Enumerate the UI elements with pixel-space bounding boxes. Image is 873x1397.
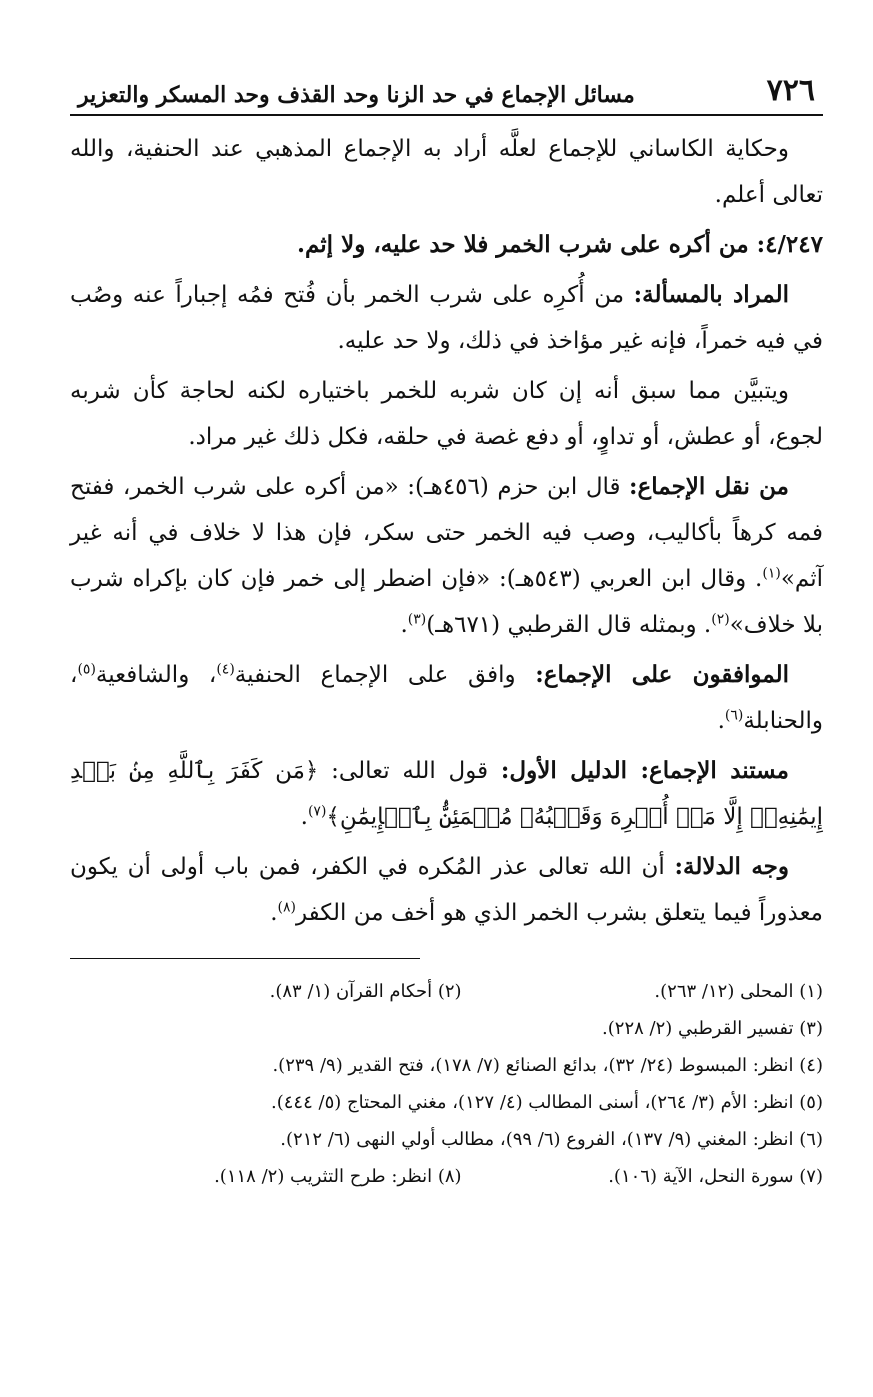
footnote-7: (٧) سورة النحل، الآية (١٠٦). bbox=[608, 1166, 823, 1187]
footnote-row-6 bbox=[70, 1121, 823, 1158]
agreeing-text-1: وافق على الإجماع الحنفية bbox=[234, 662, 536, 688]
paragraph-indication bbox=[70, 844, 823, 936]
indication-label: وجه الدلالة: bbox=[674, 853, 789, 880]
footnote-row-4 bbox=[70, 1047, 823, 1084]
footnote-row-3 bbox=[70, 1010, 823, 1047]
footnote-ref-6: (٦) bbox=[724, 707, 744, 724]
footnote-ref-2: (٢) bbox=[711, 611, 730, 628]
footnote-ref-3: (٣) bbox=[407, 611, 427, 628]
footnote-divider bbox=[70, 958, 420, 959]
footnote-8: (٨) انظر: طرح التثريب (٢/ ١١٨). bbox=[214, 1166, 462, 1187]
footnote-ref-4: (٤) bbox=[216, 661, 235, 678]
transmitters-text-3: . وبمثله قال القرطبي (٦٧١هـ) bbox=[426, 612, 712, 638]
footnote-row-1-2 bbox=[70, 973, 823, 1010]
evidence-text: قول الله تعالى: bbox=[318, 758, 501, 784]
quran-verse: ﴿مَن كَفَرَ بِٱللَّهِ مِنۢ بَعۡدِ إِيمَٰنِهِۦٓ إِلَّا مَنۡ أُكۡرِهَ وَقَلۡبُهُۥ مُطۡمَئِنُّۢ بِٱلۡإِيمَٰنِ﴾ bbox=[70, 758, 823, 830]
transmitters-text-1: قال ابن حزم (٤٥٦هـ): «من أكره على شرب الخمر، ففتح فمه كرهاً بأكاليب، وصب فيه الخمر حتى سكر، فإن هذا لا خلاف في أنه غير آثم» bbox=[70, 474, 823, 592]
meaning-text: من أُكرِه على شرب الخمر بأن فُتح فمُه إجباراً عنه وصُب في فيه خمراً، فإنه غير مؤاخذ في ذلك، ولا حد عليه. bbox=[70, 282, 823, 354]
transmitters-text-2: . وقال ابن العربي (٥٤٣هـ): «فإن اضطر إلى خمر فإن كان بإكراه شرب بلا خلاف» bbox=[70, 566, 823, 638]
page-number: ٧٢٦ bbox=[766, 73, 815, 108]
footnote-2: (٢) أحكام القرآن (١/ ٨٣). bbox=[269, 981, 462, 1002]
footnote-ref-8: (٨) bbox=[277, 899, 296, 916]
paragraph-meaning bbox=[70, 272, 823, 364]
transmitters-end: . bbox=[400, 612, 408, 638]
footnote-3: (٣) تفسير القرطبي (٢/ ٢٢٨). bbox=[602, 1018, 823, 1039]
footnote-row-5 bbox=[70, 1084, 823, 1121]
paragraph-agreeing bbox=[70, 652, 823, 744]
meaning-label: المراد بالمسألة: bbox=[633, 281, 789, 308]
footnote-row-7-8 bbox=[70, 1158, 823, 1195]
footnotes bbox=[70, 973, 823, 1195]
agreeing-text-3: ، والحنابلة bbox=[70, 662, 823, 734]
footnote-5: (٥) انظر: الأم (٣/ ٢٦٤)، أسنى المطالب (٤/ ١٢٧)، مغني المحتاج (٥/ ٤٤٤). bbox=[271, 1092, 823, 1113]
footnote-1: (١) المحلى (١٢/ ٢٦٣). bbox=[654, 981, 823, 1002]
agreeing-end: . bbox=[717, 708, 725, 734]
agreeing-text-2: ، والشافعية bbox=[95, 662, 217, 688]
transmitters-label: من نقل الإجماع: bbox=[629, 473, 789, 500]
footnote-4: (٤) انظر: المبسوط (٢٤/ ٣٢)، بدائع الصنائع (٧/ ١٧٨)، فتح القدير (٩/ ٢٣٩). bbox=[272, 1055, 823, 1076]
footnote-ref-5: (٥) bbox=[77, 661, 96, 678]
indication-end: . bbox=[270, 900, 278, 926]
evidence-label: مستند الإجماع: الدليل الأول: bbox=[500, 757, 790, 784]
paragraph-kasani: وحكاية الكاساني للإجماع لعلَّه أراد به الإجماع المذهبي عند الحنفية، والله تعالى أعلم. bbox=[70, 136, 823, 208]
paragraph-evidence bbox=[70, 748, 823, 840]
footnote-ref-7: (٧) bbox=[307, 803, 327, 820]
paragraph-clarification: ويتبيَّن مما سبق أنه إن كان شربه للخمر باختياره لكنه لحاجة كأن شربه لجوع، أو عطش، أو تداوٍ، أو دفع غصة في حلقه، فكل ذلك غير مراد. bbox=[70, 378, 823, 450]
indication-text: أن الله تعالى عذر المُكره في الكفر، فمن باب أولى أن يكون معذوراً فيما يتعلق بشرب الخمر الذي هو أخف من الكفر bbox=[70, 854, 823, 926]
footnote-ref-1: (١) bbox=[762, 565, 781, 582]
page-header bbox=[70, 64, 823, 116]
paragraph-transmitters bbox=[70, 464, 823, 648]
running-title: مسائل الإجماع في حد الزنا وحد القذف وحد المسكر والتعزير bbox=[78, 82, 635, 108]
main-text bbox=[70, 126, 823, 936]
agreeing-label: الموافقون على الإجماع: bbox=[535, 661, 789, 688]
footnote-6: (٦) انظر: المغني (٩/ ١٣٧)، الفروع (٦/ ٩٩)، مطالب أولي النهى (٦/ ٢١٢). bbox=[280, 1129, 823, 1150]
issue-heading: ٤/٢٤٧: من أكره على شرب الخمر فلا حد عليه، ولا إثم. bbox=[296, 231, 823, 258]
evidence-end: . bbox=[300, 804, 308, 830]
